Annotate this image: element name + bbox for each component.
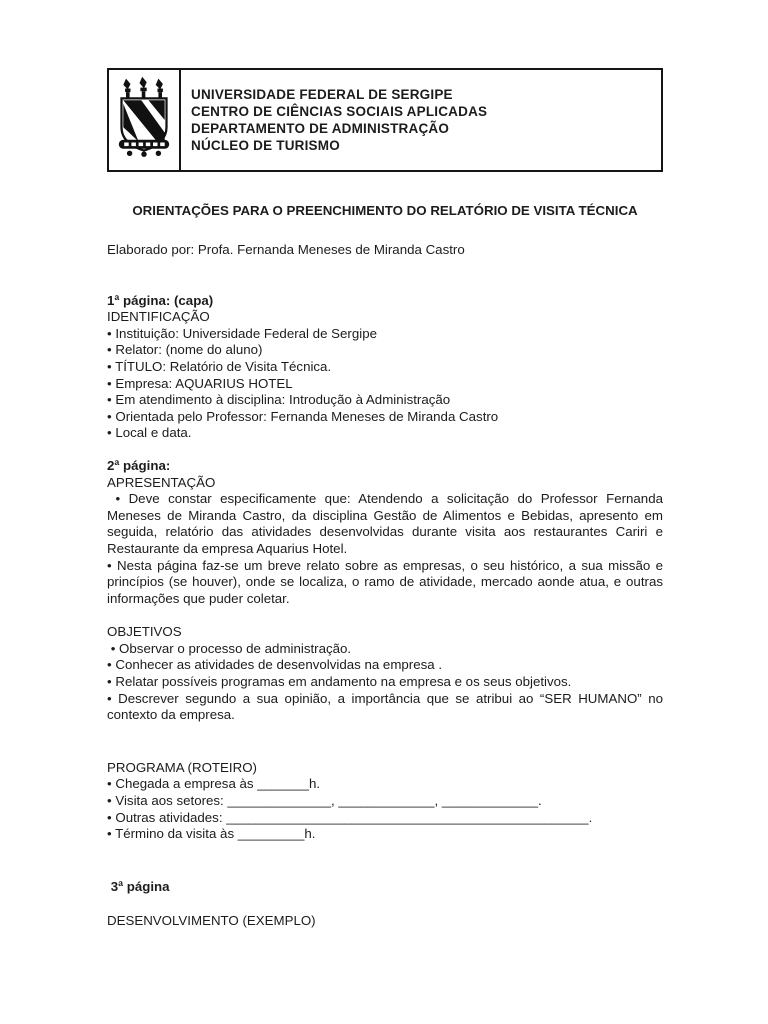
list-item: • Orientada pelo Professor: Fernanda Meneses de Miranda Castro xyxy=(107,408,499,424)
letterhead-line-nucleus: NÚCLEO DE TURISMO xyxy=(191,138,340,153)
section-objetivos xyxy=(107,624,667,724)
paragraph: • Deve constar especificamente que: Atendendo a solicitação do Professor Fernanda Meneses de Miranda Castro, da disciplina Gestão de Alimentos e Bebidas, apresento em seguida, relatório das atividades desenvolvidas durante visita aos restaurantes Cariri e Restaurante da empresa Aquarius Hotel. xyxy=(107,491,667,556)
fill-in-line-outras-atividades: • Outras atividades: _________________________________________________. xyxy=(107,809,593,825)
section-programa xyxy=(107,760,663,843)
letterhead-line-university: UNIVERSIDADE FEDERAL DE SERGIPE xyxy=(191,87,453,102)
ufs-coat-of-arms-icon xyxy=(117,76,171,164)
list-item: • Local e data. xyxy=(107,425,192,441)
section-page1 xyxy=(107,293,663,442)
section-page3 xyxy=(107,879,663,930)
letterhead-text xyxy=(181,70,661,170)
list-item: • Conhecer as atividades de desenvolvidas na empresa . xyxy=(107,657,443,673)
fill-in-line-setores: • Visita aos setores: ______________, _____________, _____________. xyxy=(107,793,542,809)
document-title: ORIENTAÇÕES PARA O PREENCHIMENTO DO RELATÓRIO DE VISITA TÉCNICA xyxy=(132,203,638,218)
fill-in-line-termino: • Término da visita às _________h. xyxy=(107,826,316,842)
section-page3-subheading: DESENVOLVIMENTO (EXEMPLO) xyxy=(107,913,316,929)
logo-cell xyxy=(109,70,181,170)
author-byline: Elaborado por: Profa. Fernanda Meneses de Miranda Castro xyxy=(107,242,465,257)
list-item: • Relator: (nome do aluno) xyxy=(107,342,263,358)
list-item: • Relatar possíveis programas em andamento na empresa e os seus objetivos. xyxy=(107,674,572,690)
section-page1-subheading: IDENTIFICAÇÃO xyxy=(107,309,210,325)
section-objetivos-subheading: OBJETIVOS xyxy=(107,624,182,640)
list-item: • Observar o processo de administração. xyxy=(107,640,352,656)
document-content xyxy=(107,68,667,930)
section-programa-subheading: PROGRAMA (ROTEIRO) xyxy=(107,759,257,775)
list-item: • Instituição: Universidade Federal de Sergipe xyxy=(107,325,378,341)
section-page1-heading: 1ª página: (capa) xyxy=(107,292,214,308)
letterhead-line-department: DEPARTAMENTO DE ADMINISTRAÇÃO xyxy=(191,121,450,136)
fill-in-line-chegada: • Chegada a empresa às _______h. xyxy=(107,776,321,792)
list-item: • Empresa: AQUARIUS HOTEL xyxy=(107,375,293,391)
list-item: • Em atendimento à disciplina: Introdução à Administração xyxy=(107,392,451,408)
section-page2-heading: 2ª página: xyxy=(107,457,171,473)
section-page3-heading: 3ª página xyxy=(107,878,170,894)
section-page2 xyxy=(107,457,667,607)
university-letterhead xyxy=(107,68,663,172)
paragraph: • Descrever segundo a sua opinião, a importância que se atribui ao “SER HUMANO” no contexto da empresa. xyxy=(107,690,667,723)
paragraph: • Nesta página faz-se um breve relato sobre as empresas, o seu histórico, a sua missão e princípios (se houver), onde se localiza, o ramo de atividade, mercado aonde atua, e outras informações que puder coletar. xyxy=(107,557,667,606)
list-item: • TÍTULO: Relatório de Visita Técnica. xyxy=(107,358,332,374)
letterhead-line-center: CENTRO DE CIÊNCIAS SOCIAIS APLICADAS xyxy=(191,104,488,119)
section-page2-subheading: APRESENTAÇÃO xyxy=(107,474,216,490)
